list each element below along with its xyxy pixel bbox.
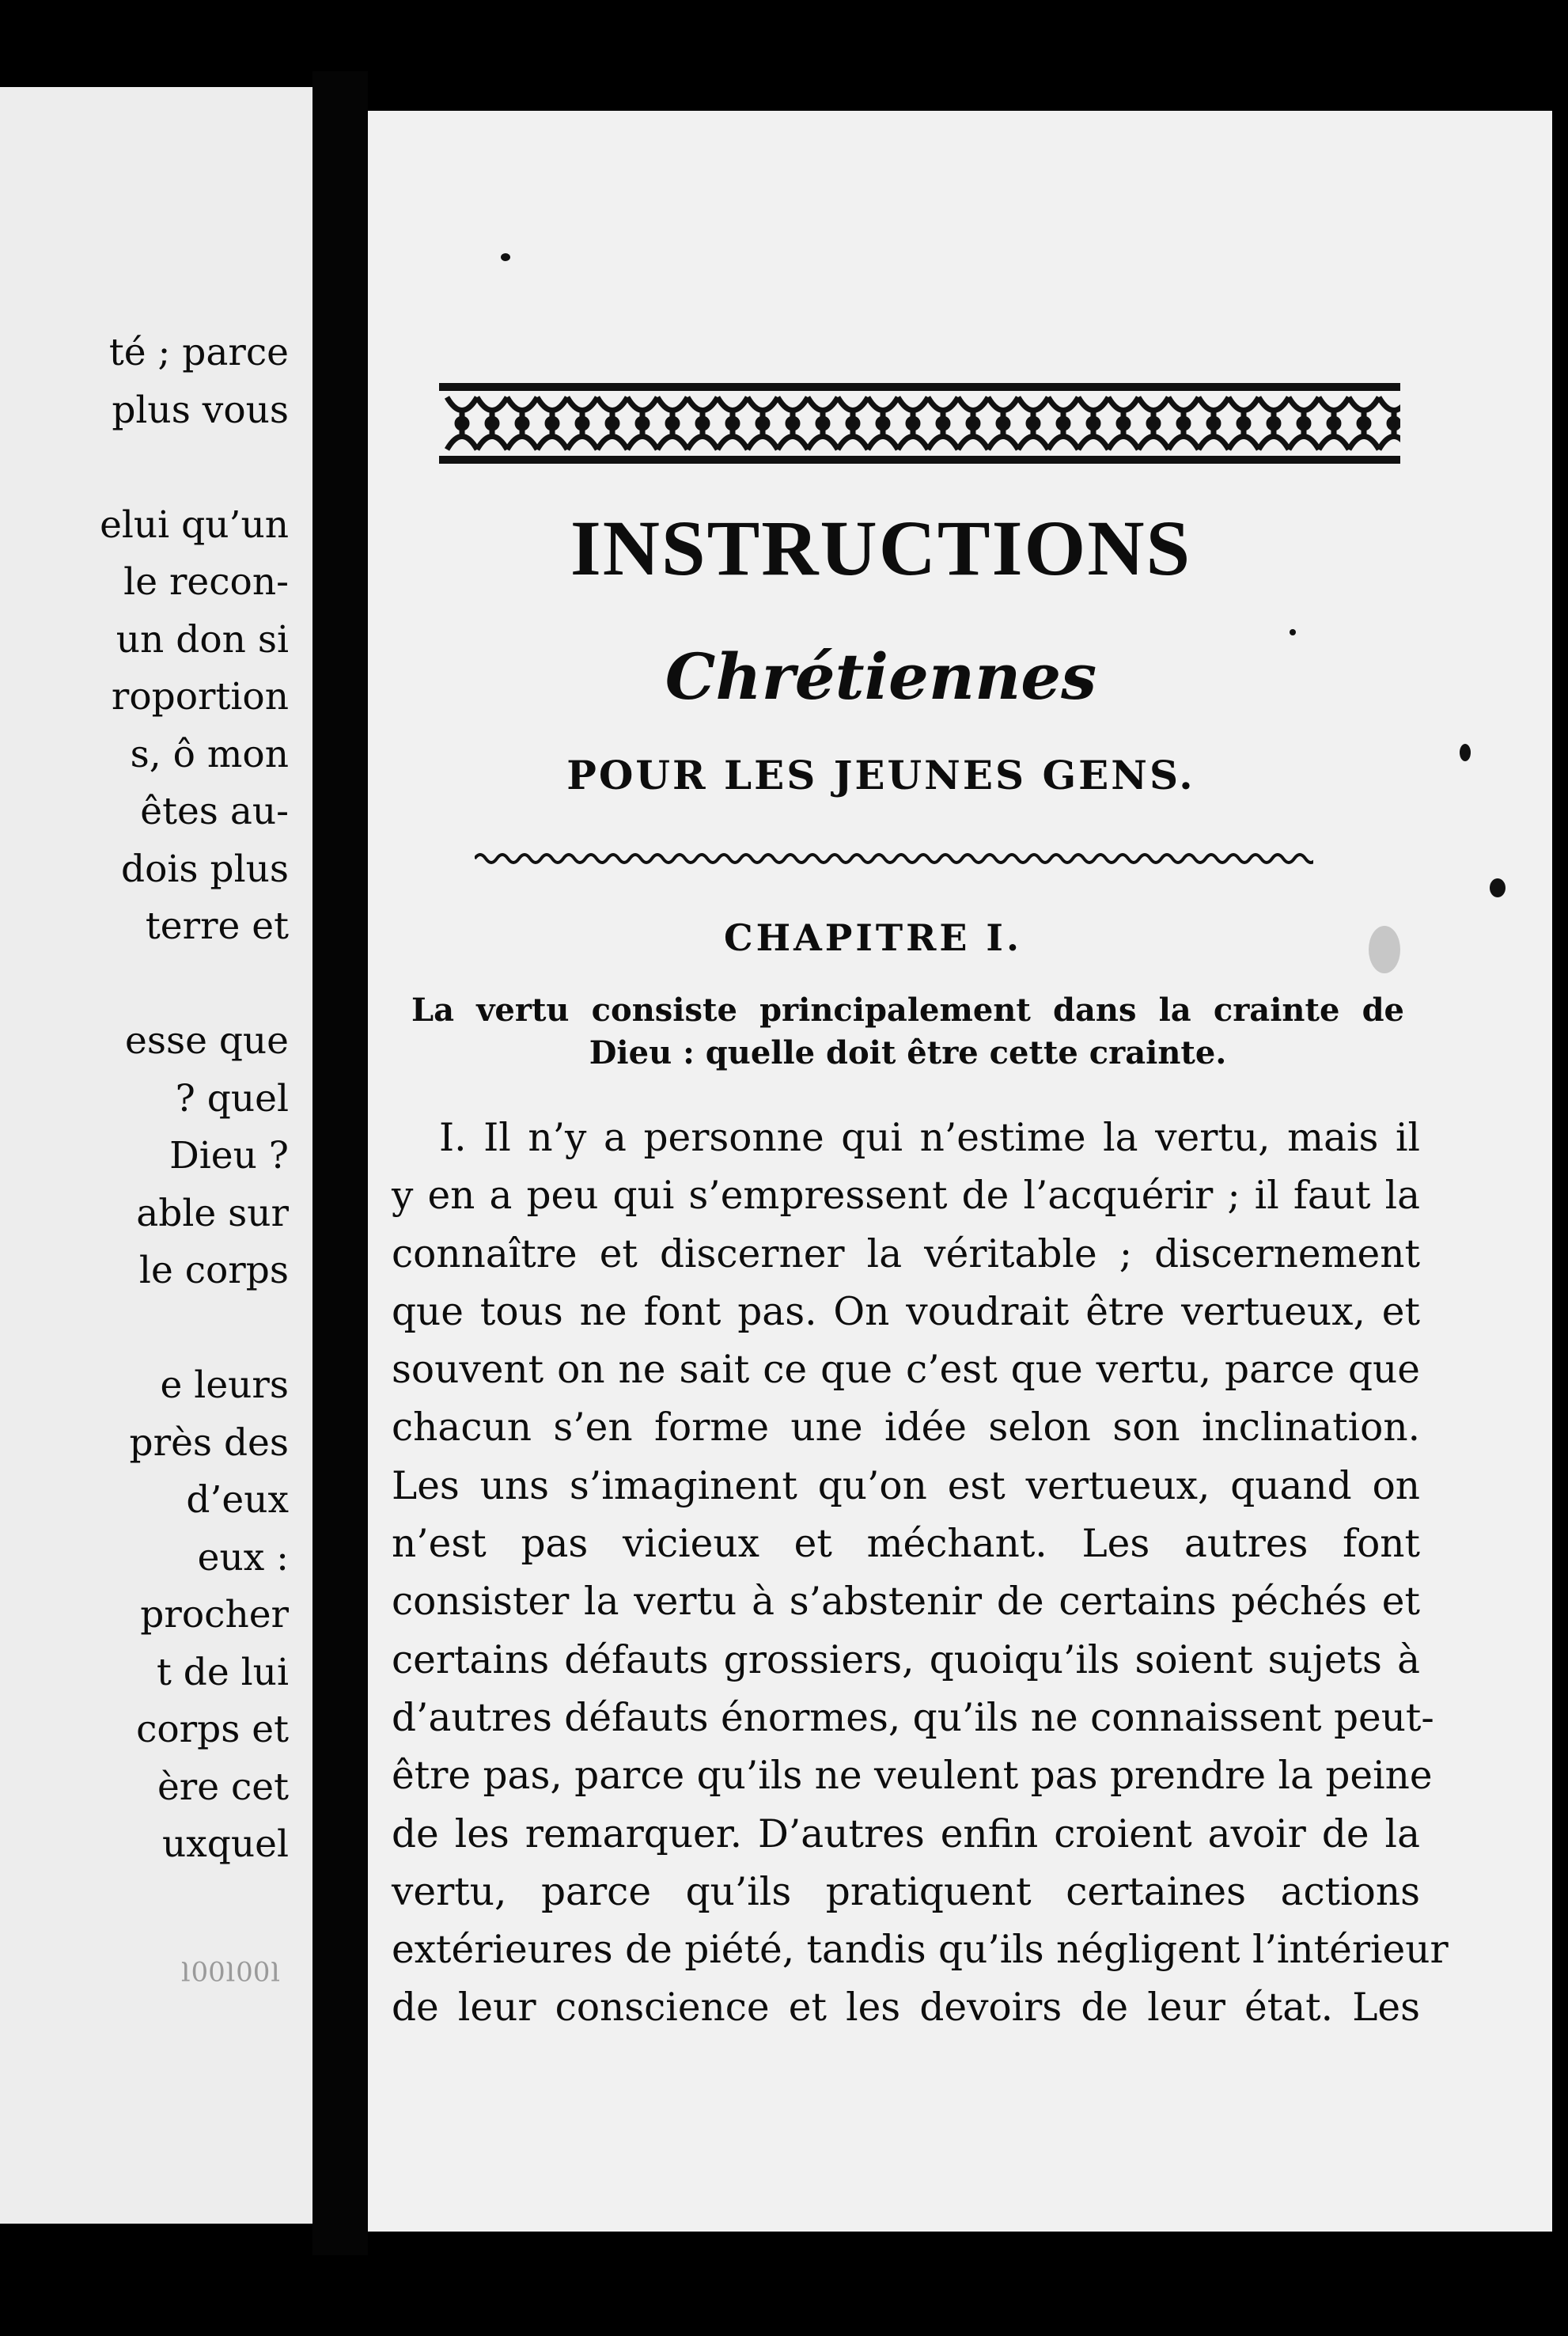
body-line: certains défauts grossiers, quoiqu’ils soient sujets à	[392, 1637, 1420, 1682]
body-line: de les remarquer. D’autres enfin croient avoir de la	[392, 1811, 1420, 1856]
ink-speck	[501, 253, 510, 261]
chapter-summary-line: La vertu consiste principalement dans la crainte de	[411, 992, 1404, 1029]
body-line: vertu, parce qu’ils pratiquent certaines actions	[392, 1869, 1420, 1914]
body-line: n’est pas vicieux et méchant. Les autres font	[392, 1522, 1420, 1567]
left-page-line: le recon-	[123, 560, 289, 604]
chapter-summary	[411, 989, 1404, 1075]
left-page-line: esse que	[125, 1019, 289, 1063]
body-line: Les uns s’imaginent qu’on est vertueux, quand on	[392, 1463, 1420, 1508]
left-page-line: uxquel	[162, 1822, 289, 1866]
body-line: être pas, parce qu’ils ne veulent pas prendre la peine	[392, 1754, 1433, 1799]
left-page-line: près des	[129, 1420, 289, 1465]
left-page-line: êtes au-	[140, 790, 289, 833]
body-line: connaître et discerner la véritable ; discernement	[392, 1231, 1420, 1276]
ink-speck	[1490, 878, 1506, 897]
body-text	[392, 1109, 1449, 2038]
body-line: consister la vertu à s’abstenir de certains péchés et	[392, 1579, 1420, 1625]
left-page-line	[4, 439, 289, 497]
body-line: souvent on ne sait ce que c’est que vertu, parce que	[392, 1348, 1420, 1393]
body-line: chacun s’en forme une idée selon son inclination.	[392, 1405, 1420, 1451]
left-page-line: plus vous	[112, 388, 289, 432]
left-page-line: elui qu’un	[100, 502, 289, 547]
left-page-line: procher	[140, 1593, 289, 1636]
left-page-line: e leurs	[160, 1363, 289, 1407]
left-page-line: terre et	[145, 904, 289, 948]
left-page-line: dois plus	[121, 847, 289, 891]
left-page-line: corps et	[136, 1708, 289, 1751]
left-page-line: le corps	[138, 1249, 289, 1292]
left-page-line: Dieu ?	[169, 1134, 289, 1177]
body-line: d’autres défauts énormes, qu’ils ne connaissent peut-	[392, 1695, 1434, 1740]
left-page-line: able sur	[136, 1191, 289, 1235]
left-page-faint-mark: Ɩ00Ɩ00Ɩ	[180, 1955, 281, 1986]
left-page-line: eux :	[197, 1535, 289, 1579]
left-page-line	[4, 1300, 289, 1358]
left-page-line: ? quel	[175, 1076, 289, 1121]
book-title: INSTRUCTIONS	[570, 504, 1192, 592]
left-page-line	[4, 956, 289, 1014]
ink-speck	[1290, 629, 1296, 635]
decorative-ornament-band	[439, 380, 1400, 467]
left-page-line: ère cet	[157, 1765, 289, 1809]
body-line: I. Il n’y a personne qui n’estime la vertu, mais il	[439, 1116, 1420, 1160]
body-line: que tous ne font pas. On voudrait être vertueux, et	[392, 1289, 1420, 1334]
left-page-line: roportion	[111, 675, 289, 719]
left-page-fragment	[0, 87, 312, 2224]
left-page-text	[4, 324, 289, 1874]
wavy-divider	[475, 847, 1313, 870]
chapter-heading: CHAPITRE I.	[724, 916, 1022, 959]
left-page-line: t de lui	[156, 1650, 289, 1694]
chapter-summary-line: Dieu : quelle doit être cette crainte.	[589, 1034, 1227, 1071]
left-page-line: un don si	[116, 617, 289, 662]
left-page-line: s, ô mon	[130, 732, 289, 776]
book-gutter	[312, 71, 368, 2255]
book-subtitle: Chrétiennes	[665, 639, 1097, 714]
book-audience: POUR LES JEUNES GENS.	[566, 752, 1195, 798]
right-page	[368, 111, 1552, 2232]
left-page-line: d’eux	[186, 1478, 289, 1522]
left-page-line: té ; parce	[108, 331, 289, 374]
body-line: de leur conscience et les devoirs de leur état. Les	[392, 1985, 1420, 2031]
body-line: y en a peu qui s’empressent de l’acquérir ; il faut la	[392, 1174, 1420, 1219]
body-line: extérieures de piété, tandis qu’ils négligent l’intérieur	[392, 1928, 1449, 1973]
